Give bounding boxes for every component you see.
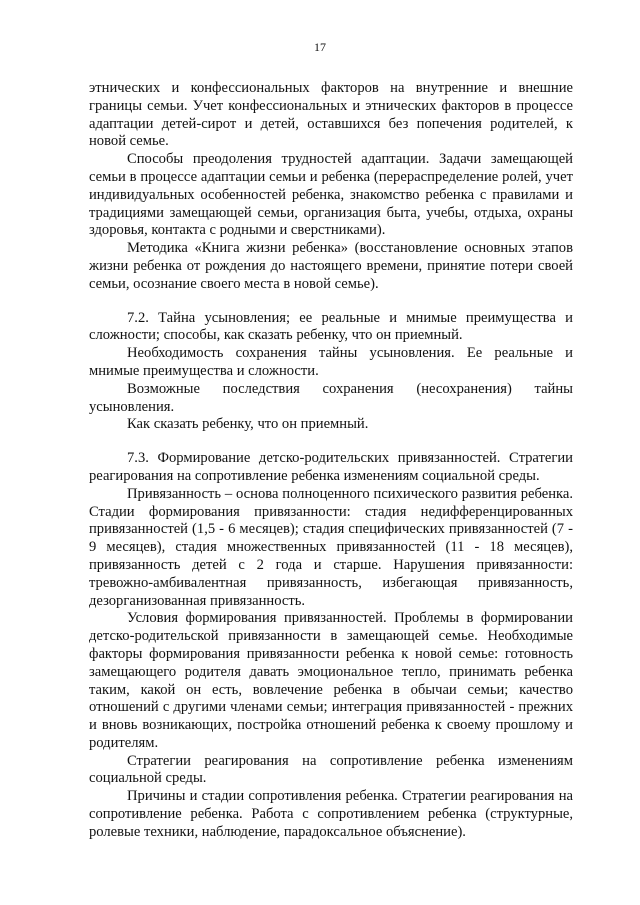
body-text: [89, 80, 573, 842]
paragraph: Привязанность – основа полноценного психического развития ребенка. Стадии формирования привязанности: стадия недифференцированных привязанностей (1,5 - 6 месяцев); стадия специфических привязанностей (7 - 9 месяцев), стадия множественных привязанностей (11 - 18 месяцев), привязанность детей с 2 года и старше. Нарушения привязанности: тревожно-амбивалентная привязанность, избегающая привязанность, дезорганизованная привязанность.: [89, 485, 573, 609]
paragraph: этнических и конфессиональных факторов на внутренние и внешние границы семьи. Учет конфессиональных и этнических факторов в процессе адаптации детей-сирот и детей, оставшихся без попечения родителей, к новой семье.: [89, 80, 573, 150]
paragraph: 7.2. Тайна усыновления; ее реальные и мнимые преимущества и сложности; способы, как сказать ребенку, что он приемный.: [89, 309, 573, 344]
page-number: 17: [314, 40, 326, 54]
paragraph: Методика «Книга жизни ребенка» (восстановление основных этапов жизни ребенка от рождения до настоящего времени, принятие потери своей семьи, осознание своего места в новой семье).: [89, 240, 573, 292]
paragraph: Причины и стадии сопротивления ребенка. Стратегии реагирования на сопротивление ребенка. Работа с сопротивлением ребенка (структурные, ролевые техники, наблюдение, парадоксальное объяснение).: [89, 788, 573, 840]
paragraph: Необходимость сохранения тайны усыновления. Ее реальные и мнимые преимущества и сложности.: [89, 345, 573, 379]
paragraph: Условия формирования привязанностей. Проблемы в формировании детско-родительской привязанности в замещающей семье. Необходимые факторы формирования привязанности ребенка к новой семье: готовность замещающего родителя давать эмоциональное тепло, принимать ребенка таким, какой он есть, вовлечение ребенка в обычаи семьи; качество отношений с другими членами семьи; интеграция привязанностей - прежних и вновь возникающих, постройка отношений ребенка к своему прошлому и родителям.: [89, 610, 573, 751]
paragraph: Как сказать ребенку, что он приемный.: [127, 416, 369, 433]
paragraph: Способы преодоления трудностей адаптации. Задачи замещающей семьи в процессе адаптации семьи и ребенка (перераспределение ролей, учет индивидуальных особенностей ребенка, знакомство ребенка с правилами и традициями замещающей семьи, организация быта, учебы, отдыха, охраны здоровья, контакта с родными и сверстниками).: [89, 151, 573, 239]
paragraph: 7.3. Формирование детско-родительских привязанностей. Стратегии реагирования на сопротивление ребенка изменениям социальной среды.: [89, 450, 573, 484]
paragraph: Возможные последствия сохранения (несохранения) тайны усыновления.: [89, 380, 573, 415]
paragraph: Стратегии реагирования на сопротивление ребенка изменениям социальной среды.: [89, 752, 573, 787]
